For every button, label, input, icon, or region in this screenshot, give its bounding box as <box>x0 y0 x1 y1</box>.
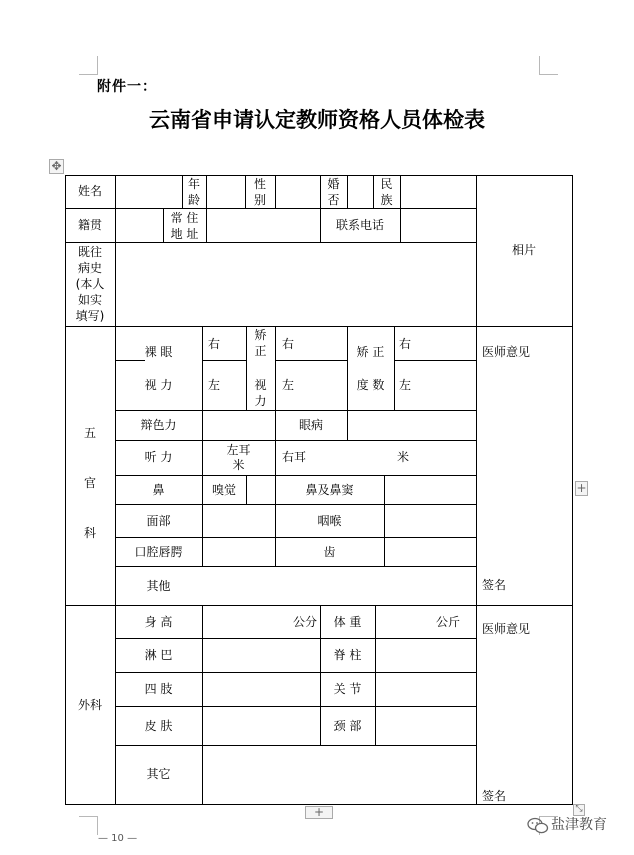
label-skin: 皮 肤 <box>144 719 173 733</box>
label-marital-1: 婚 <box>327 177 340 191</box>
label-other-1: 其他 <box>146 579 171 593</box>
label-gender-1: 性 <box>253 177 266 191</box>
label-meter: 米 <box>397 450 410 464</box>
document-title: 云南省申请认定教师资格人员体检表 <box>149 108 485 132</box>
label-right-2: 右 <box>282 337 295 351</box>
label-right-1: 右 <box>208 337 221 351</box>
label-name: 姓名 <box>77 184 102 198</box>
label-correction-degree-1: 矫 正 <box>356 345 385 359</box>
label-signature-2: 签名 <box>482 789 507 803</box>
label-corrected-2: 正 <box>254 344 267 358</box>
label-weight: 体 重 <box>333 615 362 629</box>
label-age-1: 年 <box>187 177 200 191</box>
crop-mark-top-left <box>79 56 98 75</box>
label-spine: 脊 柱 <box>333 648 362 662</box>
label-right-ear: 右耳 <box>282 450 307 464</box>
label-mouth: 口腔唇腭 <box>134 545 183 559</box>
label-age-2: 龄 <box>187 193 200 207</box>
label-neck: 颈 部 <box>333 719 362 733</box>
label-history-5: 填写) <box>75 309 105 323</box>
label-corrected-1: 矫 <box>254 328 267 342</box>
label-history-1: 既往 <box>77 245 102 259</box>
label-corrected-vision-2: 力 <box>254 394 267 408</box>
label-color-vision: 辩色力 <box>140 418 177 432</box>
add-row-plus-icon[interactable]: + <box>305 806 333 819</box>
wechat-icon <box>527 817 549 835</box>
label-correction-degree-2: 度 数 <box>356 378 385 392</box>
label-phone: 联系电话 <box>335 218 384 232</box>
label-ethnic-1: 民 <box>380 177 393 191</box>
label-history-3: (本人 <box>75 277 105 291</box>
label-limbs: 四 肢 <box>144 682 173 696</box>
label-cm: 公分 <box>293 615 318 629</box>
label-left-ear-1: 左耳 <box>226 443 251 457</box>
crop-mark-bottom-left <box>79 816 98 835</box>
table-resize-icon[interactable]: ⤡ <box>573 804 585 816</box>
label-face: 面部 <box>146 514 171 528</box>
label-left-ear-2: 米 <box>232 458 245 472</box>
label-signature-1: 签名 <box>482 578 507 592</box>
label-left-1: 左 <box>208 378 221 392</box>
label-address-2: 地 址 <box>170 227 199 241</box>
label-throat: 咽喉 <box>317 514 342 528</box>
label-doctor-opinion-2: 医师意见 <box>482 622 531 636</box>
label-height: 身 高 <box>144 615 173 629</box>
label-gender-2: 别 <box>253 193 266 207</box>
label-history-2: 病史 <box>77 261 102 275</box>
label-kg: 公斤 <box>436 615 461 629</box>
attachment-label: 附件一： <box>97 79 157 95</box>
label-ethnic-2: 族 <box>380 193 393 207</box>
label-eye-disease: 眼病 <box>298 418 323 432</box>
label-joints: 关 节 <box>333 682 362 696</box>
label-right-3: 右 <box>399 337 412 351</box>
label-corrected-vision-1: 视 <box>254 378 267 392</box>
label-native-place: 籍贯 <box>77 218 102 232</box>
label-teeth: 齿 <box>323 545 336 559</box>
label-lymph: 淋 巴 <box>144 648 173 662</box>
label-naked-eye: 裸 眼 <box>144 345 173 359</box>
label-history-4: 如实 <box>77 293 102 307</box>
label-left-3: 左 <box>399 378 412 392</box>
label-wuguan-2: 官 <box>83 476 96 490</box>
label-smell: 嗅觉 <box>211 483 236 497</box>
label-vision: 视 力 <box>144 378 173 392</box>
watermark <box>527 812 627 840</box>
label-wuguan-1: 五 <box>83 426 96 440</box>
label-doctor-opinion-1: 医师意见 <box>482 345 531 359</box>
page-number: — 10 — <box>98 833 138 844</box>
label-other-2: 其它 <box>146 767 171 781</box>
label-wuguan-3: 科 <box>83 526 96 540</box>
label-address-1: 常 住 <box>170 211 199 225</box>
crop-mark-top-right <box>539 56 558 75</box>
label-left-2: 左 <box>282 378 295 392</box>
label-photo: 相片 <box>511 243 536 257</box>
label-sinus: 鼻及鼻窦 <box>305 483 354 497</box>
label-hearing: 听 力 <box>144 450 173 464</box>
label-surgery: 外科 <box>77 698 102 712</box>
label-marital-2: 否 <box>327 193 340 207</box>
watermark-text: 盐津教育 <box>551 817 607 833</box>
label-nose: 鼻 <box>152 483 165 497</box>
add-column-plus-icon[interactable]: + <box>576 481 587 495</box>
table-move-icon[interactable]: ✥ <box>49 159 64 174</box>
